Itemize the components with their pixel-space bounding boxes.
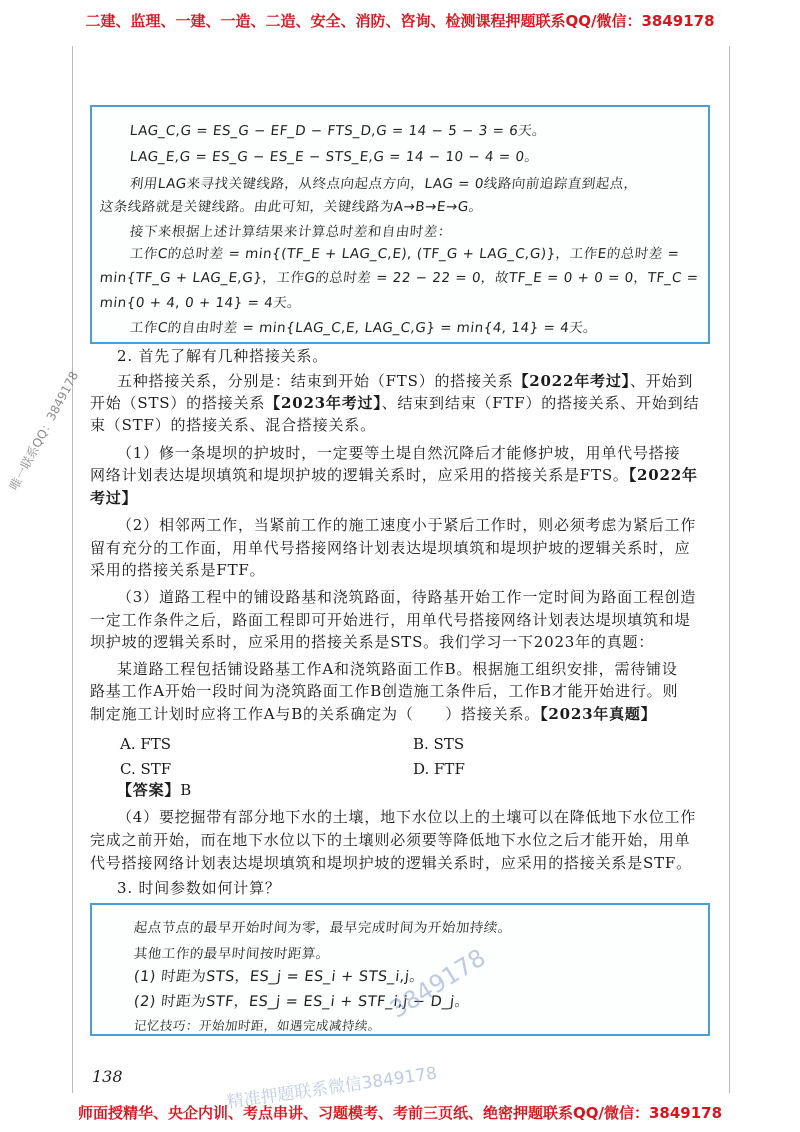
bottom-ad-banner: 师面授精华、央企内训、考点串讲、习题模考、考前三页纸、绝密押题联系QQ/微信：3849178 xyxy=(77,1104,723,1122)
paragraph-line: 考过】 xyxy=(90,489,138,507)
paragraph-line: （2）相邻两工作，当紧前工作的施工速度小于紧后工作时，则必须考虑为紧后工作 xyxy=(117,516,697,534)
note-line: 接下来根据上述计算结果来计算总时差和自由时差： xyxy=(128,224,453,240)
note-line: 记忆技巧：开始加时距，如遇完成减持续。 xyxy=(133,1018,382,1033)
paragraph-line: 五种搭接关系，分别是：结束到开始（FTS）的搭接关系【2022年考过】、开始到 xyxy=(117,372,694,390)
paragraph-line: 制定施工计划时应将工作A与B的关系确定为（ ）搭接关系。【2023年真题】 xyxy=(90,705,657,723)
paragraph-line: 留有充分的工作面，用单代号搭接网络计划表达堤坝填筑和堤坝护坡的逻辑关系时，应 xyxy=(90,539,691,557)
qq-watermark: 3849178 xyxy=(385,943,491,1024)
note-line: (2) 时距为STF，ES_j = ES_i + STF_i,j − D_j。 xyxy=(133,994,471,1010)
note-line: 利用LAG来寻找关键线路，从终点向起点方向，LAG = 0线路向前追踪直到起点， xyxy=(128,176,639,192)
note-line: min{0 + 4, 0 + 14} = 4天。 xyxy=(98,295,303,311)
paragraph-line: 坝护坡的逻辑关系时，应采用的搭接关系是STS。我们学习一下2023年的真题： xyxy=(90,633,655,651)
paragraph-line: 网络计划表达堤坝填筑和堤坝护坡的逻辑关系时，应采用的搭接关系是FTS。【2022年 xyxy=(90,466,698,484)
paragraph-line: 路基工作A开始一段时间为浇筑路面工作B创造施工条件后，工作B才能开始进行。则 xyxy=(90,682,679,700)
side-watermark: 唯一联系QQ：3849178 xyxy=(6,369,82,493)
note-line: 起点节点的最早开始时间为零，最早完成时间为开始加持续。 xyxy=(132,920,513,936)
note-line: 工作C的自由时差 = min{LAG_C,E, LAG_C,G} = min{4, 14} = 4天。 xyxy=(128,320,599,336)
note-line: 其他工作的最早时间按时距算。 xyxy=(132,946,331,962)
section-heading: 3. 时间参数如何计算？ xyxy=(117,879,281,897)
note-line: 这条线路就是关键线路。由此可知，关键线路为A→B→E→G。 xyxy=(98,199,484,215)
option-b: B. STS xyxy=(413,735,465,753)
note-line: LAG_E,G = ES_G − ES_E − STS_E,G = 14 − 10 − 4 = 0。 xyxy=(128,149,540,165)
section-heading: 2. 首先了解有几种搭接关系。 xyxy=(117,347,329,365)
paragraph-line: 一定工作条件之后，路面工程即可开始进行，用单代号搭接网络计划表达堤坝填筑和堤 xyxy=(90,611,691,629)
note-line: 工作C的总时差 = min{(TF_E + LAG_C,E), (TF_G + LAG_C,G)}，工作E的总时差 = xyxy=(128,246,681,262)
top-ad-banner: 二建、监理、一建、一造、二造、安全、消防、咨询、检测课程押题联系QQ/微信：3849178 xyxy=(85,12,715,30)
paragraph-line: 完成之前开始，而在地下水位以下的土壤则必须要等降低地下水位之后才能开始，用单 xyxy=(90,831,691,849)
paragraph-line: 开始（STS）的搭接关系【2023年考过】、结束到结束（FTF）的搭接关系、开始到结 xyxy=(90,394,700,412)
paragraph-line: 代号搭接网络计划表达堤坝填筑和堤坝护坡的逻辑关系时，应采用的搭接关系是STF。 xyxy=(90,854,692,872)
paragraph-line: 束（STF）的搭接关系、混合搭接关系。 xyxy=(90,416,376,434)
note-line: LAG_C,G = ES_G − EF_D − FTS_D,G = 14 − 5 − 3 = 6天。 xyxy=(128,123,548,139)
option-d: D. FTF xyxy=(413,760,465,778)
note-line: (1) 时距为STS，ES_j = ES_i + STS_i,j。 xyxy=(133,969,426,985)
paragraph-line: （3）道路工程中的铺设路基和浇筑路面，待路基开始工作一定时间为路面工程创造 xyxy=(117,588,697,606)
option-c: C. STF xyxy=(120,760,172,778)
paragraph-line: （1）修一条堤坝的护坡时，一定要等土堤自然沉降后才能修护坡，用单代号搭接 xyxy=(117,444,681,462)
page-number: 138 xyxy=(92,1067,123,1086)
paragraph-line: 某道路工程包括铺设路基工作A和浇筑路面工作B。根据施工组织安排，需待铺设 xyxy=(117,660,678,678)
paragraph-line: 采用的搭接关系是FTF。 xyxy=(90,561,266,579)
paragraph-line: （4）要挖掘带有部分地下水的土壤，地下水位以上的土壤可以在降低地下水位工作 xyxy=(117,808,697,826)
note-line: min{TF_G + LAG_E,G}，工作G的总时差 = 22 − 22 = 0，故TF_E = 0 + 0 = 0，TF_C = xyxy=(98,270,700,286)
answer-line: 【答案】B xyxy=(117,781,193,799)
option-a: A. FTS xyxy=(120,735,172,753)
bottom-watermark: 精准押题联系微信3849178 xyxy=(225,1063,439,1113)
